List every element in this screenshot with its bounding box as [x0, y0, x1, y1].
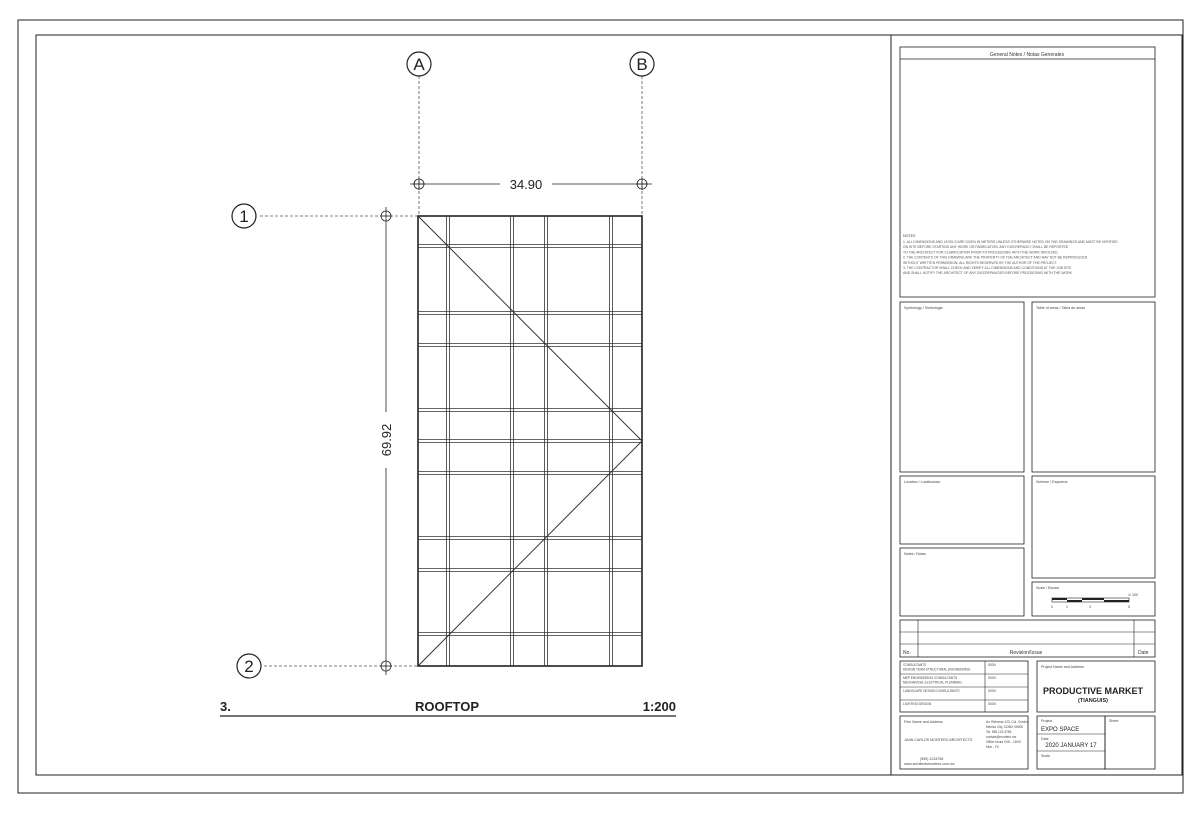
- notes-line: ON SITE BEFORE STARTING ANY WORK OR FABRICATION. ANY DISCREPANCY SHALL BE REPORTED: [903, 245, 1069, 250]
- grid-bubble-2: [237, 654, 261, 678]
- rooftop-plan: [418, 216, 642, 666]
- consultant-sign: SIGN: [988, 689, 996, 693]
- dimension-horizontal-value: 34.90: [509, 177, 543, 192]
- notes-line: WITHOUT WRITTEN PERMISSION. ALL RIGHTS RESERVED BY THE AUTHOR OF THE PROJECT.: [903, 260, 1058, 265]
- notes-line: 1. ALL DIMENSIONS AND LEVELS ARE GIVEN IN METERS UNLESS OTHERWISE NOTED ON THE DRAWINGS AND MUST BE VERIFIED: [903, 240, 1118, 244]
- firm-address-line: Mon - Fri: [986, 745, 999, 749]
- consultant-sign: SIGN: [988, 676, 996, 680]
- scale2-label: Scale: [1041, 754, 1050, 758]
- plan-diagonal: [418, 216, 642, 441]
- notes-line: 3. THE CONTRACTOR SHALL CHECK AND VERIFY ALL DIMENSIONS AND CONDITIONS AT THE JOB SITE: [903, 266, 1072, 270]
- dimension-horizontal: [410, 177, 652, 192]
- firm-address: [986, 720, 1028, 749]
- view-title: ROOFTOP: [414, 699, 480, 714]
- firm-name: JUAN CARLOS MONTERO ARCHITECTS: [904, 738, 973, 742]
- notes-line: AND SHALL NOTIFY THE ARCHITECT OF ANY DISCREPANCIES BEFORE PROCEEDING WITH THE WORK.: [903, 271, 1073, 276]
- project-sub: (TIANGUIS): [1078, 698, 1108, 704]
- firm-phone: (555) 1234756: [920, 757, 944, 761]
- firm-address-line: Mexico City, CDMX 06000: [986, 725, 1024, 729]
- view-number: 3.: [220, 699, 231, 714]
- firm-address-line: Tel. 555 123 4756: [986, 730, 1012, 734]
- symbology-box: [900, 302, 1024, 472]
- location-box: [900, 476, 1024, 544]
- firm-web: www.architectsmontero.com.mx: [904, 762, 955, 766]
- grid-label-2: 2: [244, 657, 254, 676]
- scale-bar: [1052, 598, 1129, 602]
- notes-box: [900, 548, 1024, 616]
- consultant-detail: MECHANICAL ELECTRICAL PLUMBING: [903, 680, 962, 685]
- view-scale: 1:200: [642, 699, 676, 714]
- scale-ticks: [1051, 605, 1130, 609]
- consultant-name: LANDSCAPE DESIGN CONSULTANTS: [903, 689, 960, 693]
- sheet-label: Sheet: [1109, 719, 1119, 723]
- consultant-name: CONSULTANTS: [903, 663, 927, 667]
- scale-ratio: 1/ 100: [1128, 593, 1138, 597]
- scale-label: Scale / Escala: [1036, 586, 1059, 590]
- consultant-detail: DESIGN TEAM STRUCTURAL ENGINEERING: [903, 667, 971, 672]
- consultant-name: MEP ENGINEERING CONSULTANTS: [903, 676, 958, 680]
- location-label: Location / Localizacion: [904, 480, 941, 484]
- notes-line: 2. THE CONTENTS OF THIS DRAWING ARE THE PROPERTY OF THE ARCHITECT AND MAY NOT BE REPRODUCED: [903, 255, 1088, 260]
- firm-address-line: contact@montero.mx: [986, 735, 1017, 739]
- scheme-label: Scheme / Esquema: [1036, 480, 1068, 484]
- date-label: Date: [1041, 737, 1049, 741]
- table-areas-box: [1032, 302, 1155, 472]
- notes-line: TO THE ARCHITECT FOR CLARIFICATION PRIOR TO PROCEEDING WITH THE WORK INVOLVED.: [903, 250, 1059, 255]
- project-value: EXPO SPACE: [1041, 727, 1080, 733]
- notes-heading: NOTES: [903, 234, 916, 238]
- symbology-label: Symbology / Simbologia: [904, 306, 943, 310]
- grid-bubble-1: [232, 204, 256, 228]
- grid-label-1: 1: [239, 207, 249, 226]
- project-label: Project: [1041, 719, 1053, 723]
- grid-bubble-b: [630, 52, 654, 76]
- consultant-sign: SIGN: [988, 702, 996, 706]
- revision-no-header: No.: [903, 650, 911, 656]
- dimension-vertical: [379, 207, 394, 675]
- table-areas-label: Table of areas / Tabla de areas: [1036, 306, 1086, 310]
- firm-address-line: Av. Reforma 123, Col. Centro: [986, 720, 1028, 724]
- consultants-rows: [903, 663, 996, 706]
- notes-lines: [903, 240, 1118, 275]
- sheet-box: [1105, 716, 1155, 769]
- grid-bubble-a: [407, 52, 431, 76]
- date-value: 2020 JANUARY 17: [1045, 743, 1097, 749]
- scale-tick-label: 3: [1089, 605, 1091, 609]
- scale-tick-label: 0: [1051, 605, 1053, 609]
- revision-title-header: Revision/Issue: [1009, 650, 1043, 656]
- scale-tick-label: 1: [1066, 605, 1068, 609]
- project-name: PRODUCTIVE MARKET: [1042, 686, 1144, 696]
- consultant-sign: SIGN: [988, 663, 996, 667]
- inner-border: [36, 35, 1182, 775]
- project-name-label: Project Name and Address: [1041, 665, 1084, 669]
- consultant-name: LIGHTING DESIGN: [903, 702, 932, 706]
- notes-label: Notes / Notas: [904, 552, 926, 556]
- firm-label: Firm Name and Address: [904, 720, 943, 724]
- plan-outline: [418, 216, 642, 666]
- general-notes-title: General Notes / Notas Generales: [990, 52, 1064, 58]
- grid-label-a: A: [413, 55, 425, 74]
- revision-date-header: Date: [1138, 650, 1149, 656]
- outer-border: [18, 20, 1183, 793]
- scheme-box: [1032, 476, 1155, 578]
- grid-label-b: B: [636, 55, 648, 74]
- scale-tick-label: 5: [1128, 605, 1130, 609]
- dimension-vertical-value: 69.92: [379, 423, 394, 457]
- firm-address-line: Office hours 9:00 - 18:00: [986, 740, 1022, 744]
